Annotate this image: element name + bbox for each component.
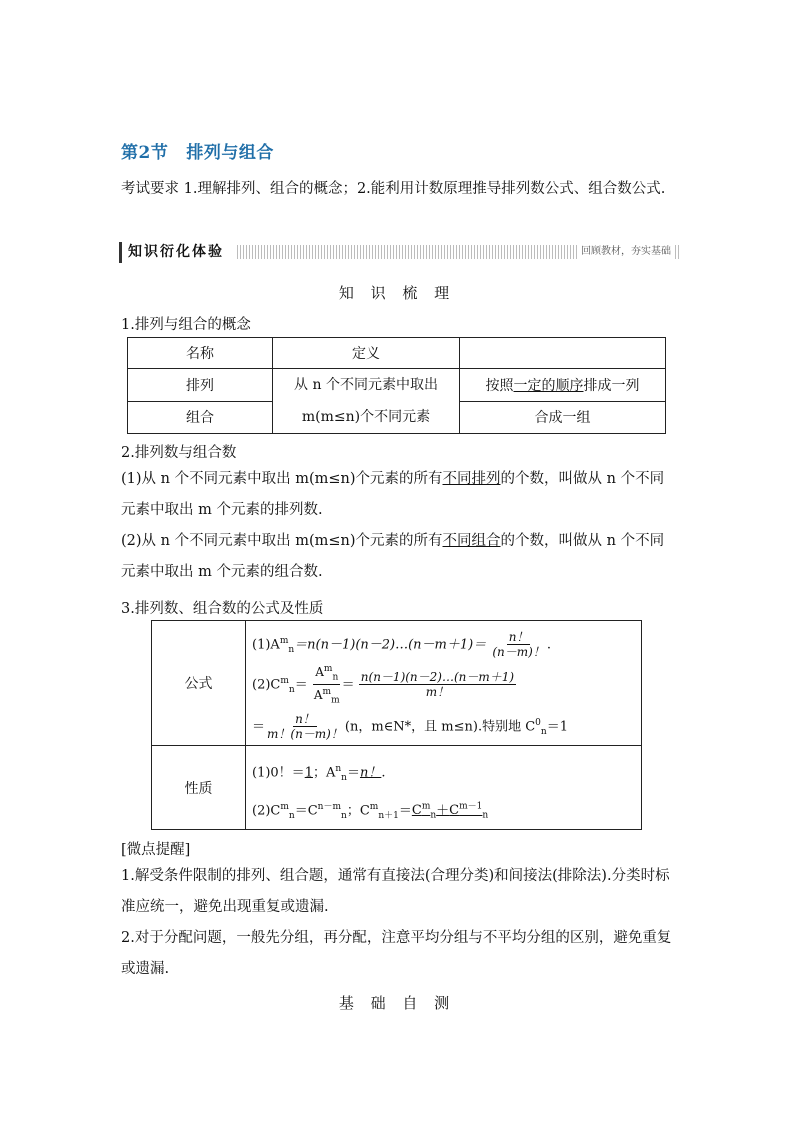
property-1: (1)0！＝1；$A^n_n=n$！.: [252, 763, 386, 783]
f1-sup: m: [279, 636, 289, 646]
table-row: [152, 621, 642, 746]
f2-sub: n: [288, 684, 295, 695]
permutation-number-paragraph: [121, 464, 677, 526]
exam-requirements: 考试要求 1.理解排列、组合的概念；2.能利用计数原理推导排列数公式、组合数公式.: [121, 181, 666, 197]
p2-pre: (2)从 n 个不同元素中取出 m(m≤n)个元素的所有: [121, 533, 443, 549]
p1-post: 的个数，叫做从 n 个不同元素中取出 m 个元素的排列数.: [121, 471, 665, 518]
tip-2: 2.对于分配问题，一般先分组，再分配，注意平均分组与不平均分组的区别，避免重复或遗漏.: [121, 930, 672, 977]
p2-underlined: 不同组合: [442, 533, 501, 549]
header-name: 名称: [128, 338, 273, 369]
f3-end: ＝1: [546, 719, 568, 735]
f2-fraction-b: [359, 670, 516, 699]
f2-fraction-a: [312, 662, 342, 708]
f3-fraction: [265, 712, 345, 741]
prop2-left: (2)C: [252, 802, 281, 818]
f1-mid: ＝n(n－1)(n－2)…(n－m＋1)＝: [294, 637, 487, 653]
prop1-u2: n！: [359, 764, 382, 780]
permutation-definition: [460, 369, 666, 402]
section-name: 排列与组合: [186, 143, 274, 163]
f2-eq: ＝: [294, 677, 308, 693]
f2-a-den: $A^m_m$: [313, 687, 340, 706]
prop2-eq: ＝: [398, 802, 412, 818]
f1-denominator: (n－m)！: [492, 645, 545, 660]
formula-label: 公式: [152, 621, 246, 746]
tips-heading: [微点提醒]: [121, 842, 191, 858]
formula-3: ＝ $\frac{n!}{m!(n-m)!}$ (n，m∈N*，且 m≤n).特别地 $C^0_n=1$: [252, 712, 568, 742]
def-post: 排成一列: [583, 377, 640, 394]
prop2-u1: $C^m_n$: [411, 801, 437, 821]
f2-a-num-text: A: [315, 664, 324, 679]
merged-line-2: m(m≤n)个不同元素: [301, 409, 431, 425]
f2-b-num: n(n－1)(n－2)…(n－m＋1): [360, 670, 515, 685]
section-title: [121, 138, 274, 163]
combination-number-paragraph: [121, 526, 677, 588]
prop2-u2: $C^{m-1}_n$: [449, 801, 489, 821]
tip-1: 1.解受条件限制的排列、组合题，通常有直接法(合理分类)和间接法(排除法).分类时标准应统一，避免出现重复或遗漏.: [121, 868, 670, 915]
f1-left: (1)A: [252, 637, 280, 653]
prop1-pre: (1)0！＝: [252, 764, 305, 780]
property-cell: [246, 746, 642, 830]
section-number: 第2节: [121, 143, 169, 163]
section2-heading: 2.排列数与组合数: [121, 445, 237, 461]
knowledge-banner: [119, 242, 679, 263]
f3-num: n！: [295, 712, 315, 727]
prop2-plus: ＋: [436, 802, 450, 818]
table-row: [128, 338, 666, 369]
f2-sup: m: [280, 676, 289, 686]
prop2-u2-text: C: [449, 802, 460, 818]
knowledge-heading: 知 识 梳 理: [338, 284, 456, 302]
def-pre: 按照: [485, 377, 514, 394]
f3-den: m！(n－m)！: [267, 727, 343, 742]
f2-b-den: m！: [425, 685, 450, 700]
prop2-mid: ＝C: [294, 802, 318, 818]
formula-cell: [246, 621, 642, 746]
formula-1: $(1)A^m_n=n(n-1)(n-2)\dots(n-m+1)=$ $\frac{n!}{(n-m)!}$ .: [252, 630, 551, 660]
prop2-u1-text: C: [411, 802, 422, 818]
combination-definition: 合成一组: [460, 401, 666, 434]
merged-definition: [273, 369, 460, 434]
prop1-end: .: [381, 764, 386, 780]
banner-label: 知识衍化体验: [119, 242, 230, 263]
p1-pre: (1)从 n 个不同元素中取出 m(m≤n)个元素的所有: [121, 471, 443, 487]
merged-line-1: 从 n 个不同元素中取出: [294, 377, 438, 393]
f1-sub: n: [288, 644, 295, 655]
table-row: [152, 746, 642, 830]
def-underlined: 一定的顺序: [513, 377, 584, 394]
row-permutation: 排列: [128, 369, 273, 402]
section3-heading: 3.排列数、组合数的公式及性质: [121, 601, 324, 617]
f2-a-num: $A^m_n$: [313, 662, 340, 685]
property-label: 性质: [152, 746, 246, 830]
header-definition: 定义: [273, 338, 460, 369]
prop1-u1: 1: [304, 764, 313, 780]
f1-numerator: n！: [508, 630, 529, 645]
f3-post: (n，m∈N*，且 m≤n).特别地 C: [344, 719, 536, 735]
prop1-eq: ＝: [346, 764, 360, 780]
formula-table: [151, 620, 642, 830]
p2-post: 的个数，叫做从 n 个不同元素中取出 m 个元素的组合数.: [121, 533, 665, 580]
table-row: [128, 369, 666, 402]
banner-subtitle: 回顾教材，夯实基础: [577, 244, 675, 260]
f1-fraction: [490, 630, 546, 659]
formula-2: $(2)C^m_n=$ $\frac{A^m_n}{A^m_m}$ ＝ $\frac{n(n-1)(n-2)\dots(n-m+1)}{m!}$: [252, 663, 515, 706]
row-combination: 组合: [128, 401, 273, 434]
property-2: $(2)C^m_n=C^{n-m}_n$；$C^m_{n+1}=C^m_n+C^{m-1}_n$: [252, 801, 489, 821]
self-test-heading: 基 础 自 测: [338, 994, 456, 1012]
section1-heading: 1.排列与组合的概念: [121, 317, 251, 333]
f2-a-den-text: A: [313, 688, 323, 703]
concept-table: [127, 337, 666, 434]
p1-underlined: 不同排列: [442, 471, 501, 487]
header-empty: [460, 338, 666, 369]
prop2-sep: ；C: [346, 802, 370, 818]
f2-left: (2)C: [252, 677, 281, 693]
prop1-mid: ；A: [312, 764, 336, 780]
